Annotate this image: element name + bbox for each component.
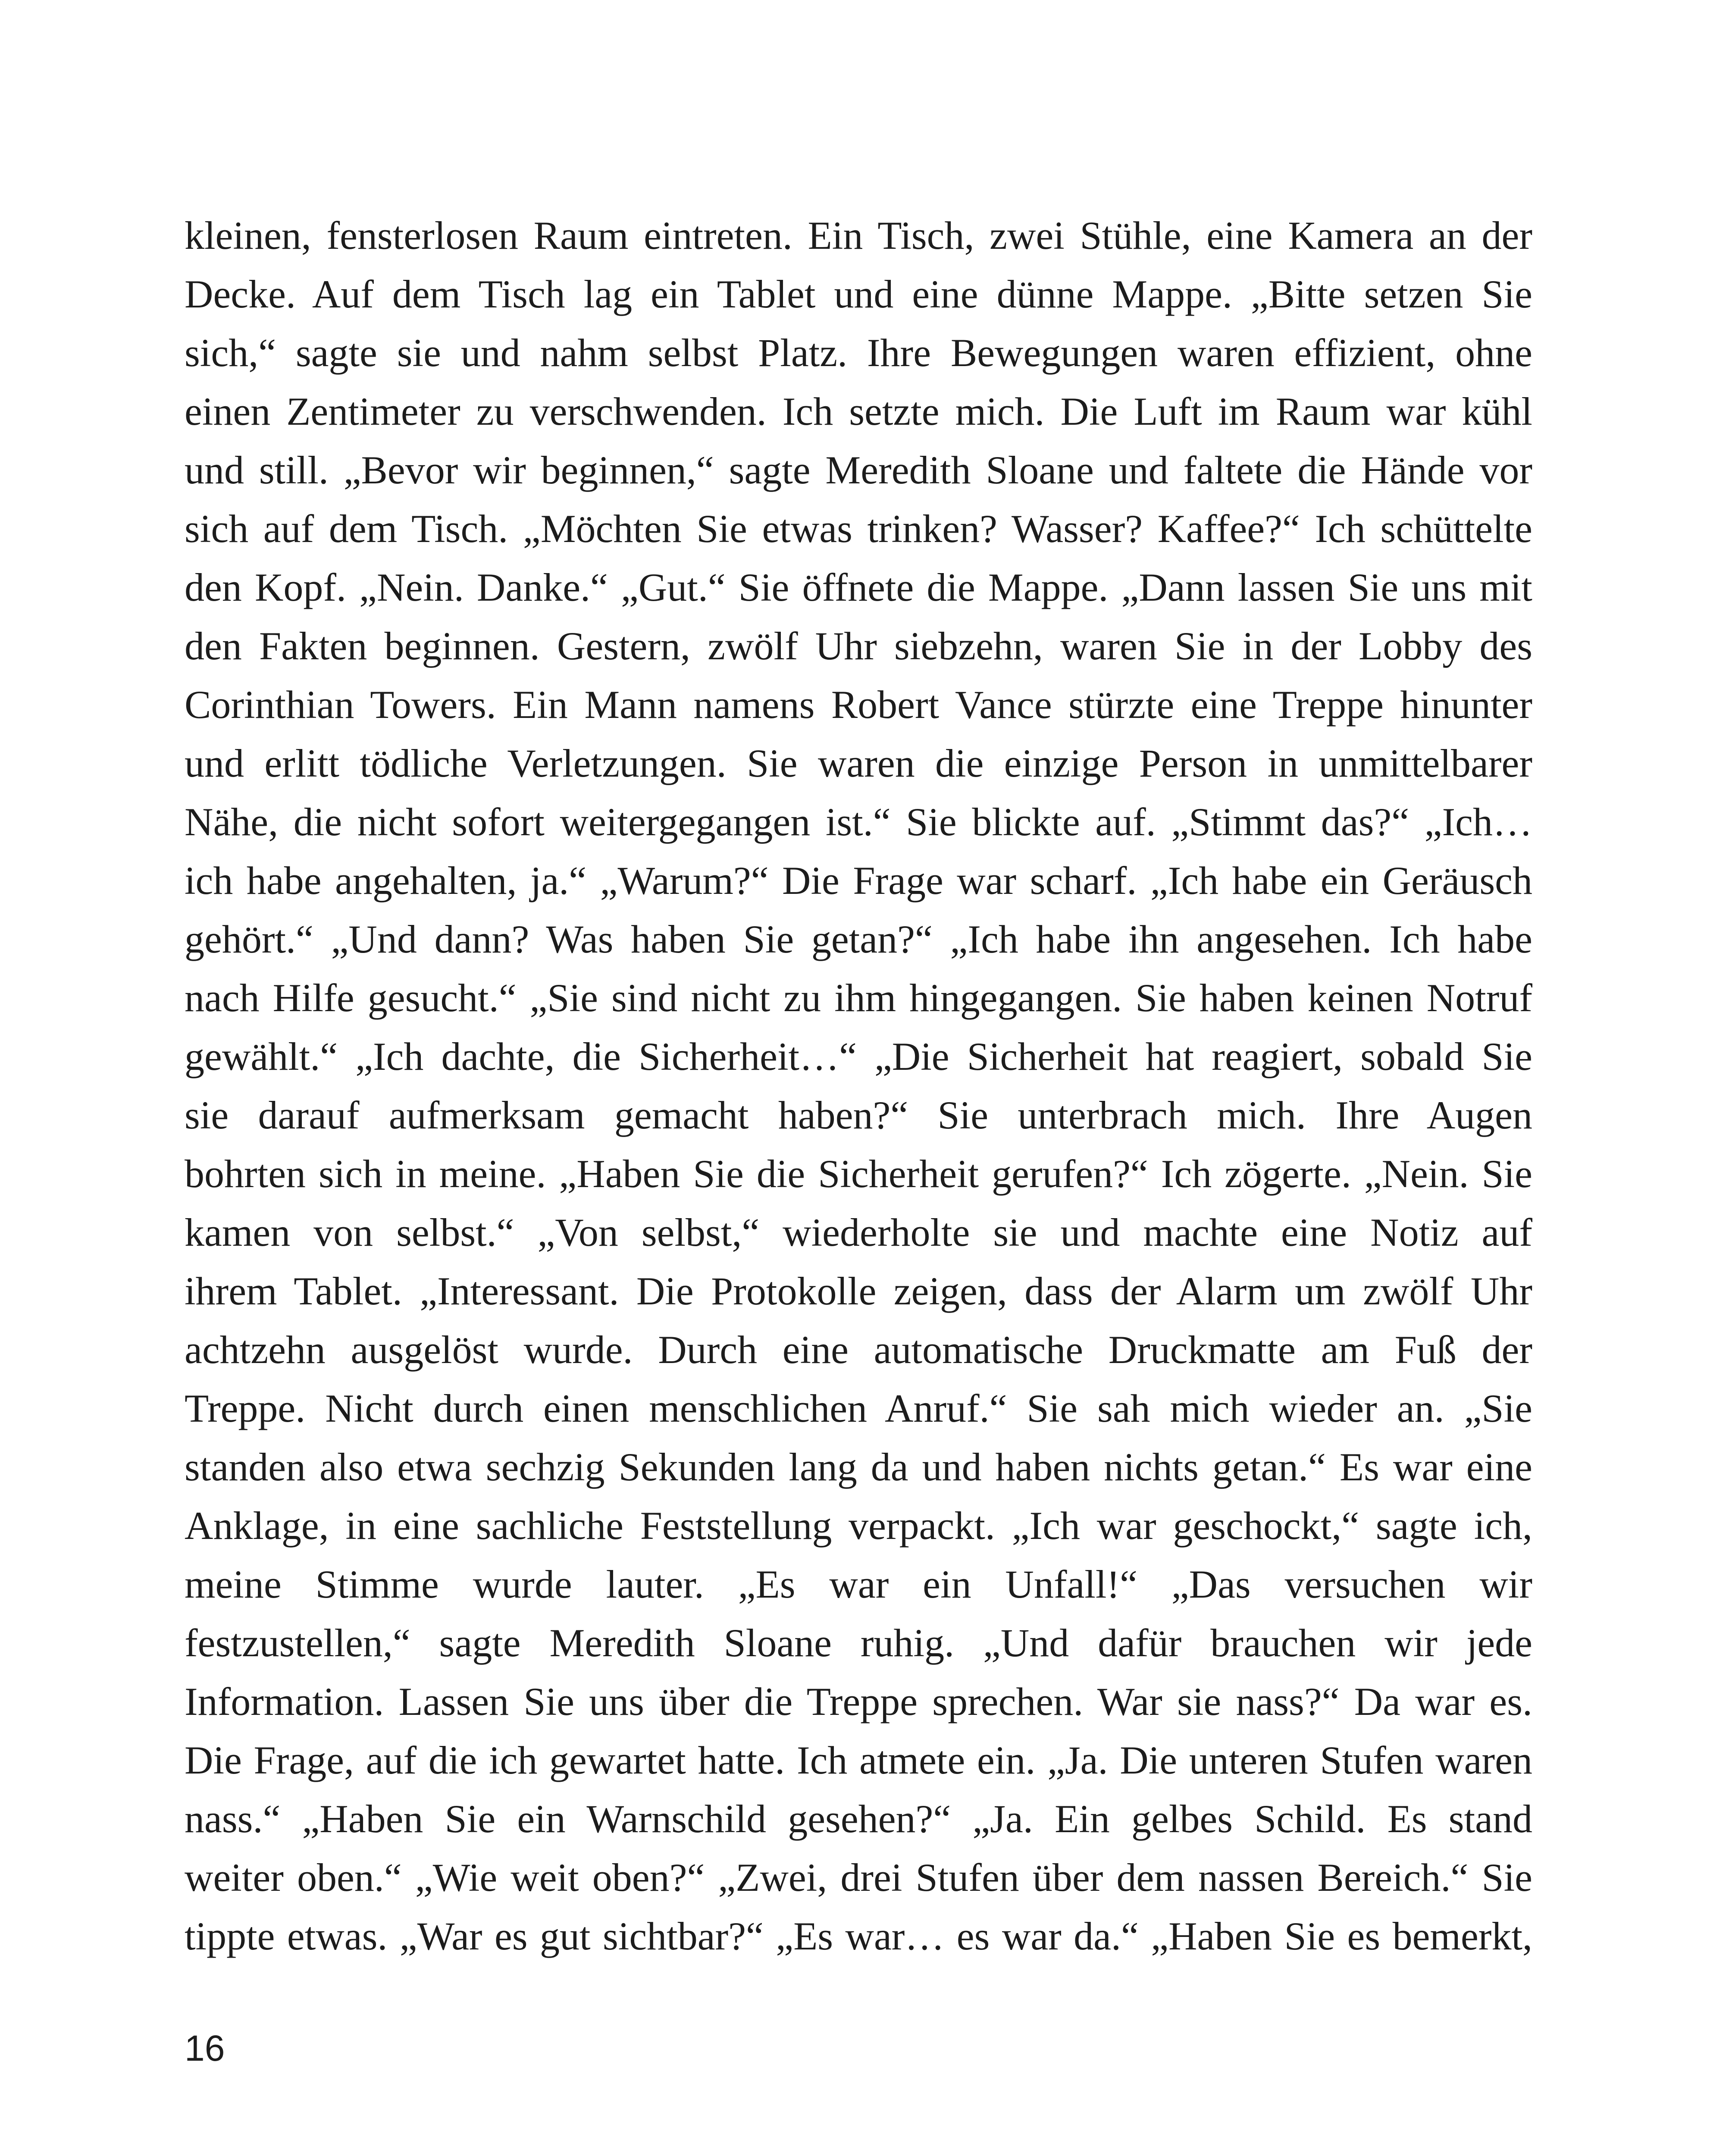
text-line: Decke. Auf dem Tisch lag ein Tablet und eine dünne Mappe. „Bitte setzen Sie	[185, 272, 1532, 316]
text-line: den Fakten beginnen. Gestern, zwölf Uhr siebzehn, waren Sie in der Lobby des	[185, 624, 1532, 668]
text-line: den Kopf. „Nein. Danke.“ „Gut.“ Sie öffnete die Mappe. „Dann lassen Sie uns mit	[185, 565, 1532, 609]
text-line: Nähe, die nicht sofort weitergegangen ist.“ Sie blickte auf. „Stimmt das?“ „Ich…	[185, 800, 1532, 844]
text-line: Information. Lassen Sie uns über die Treppe sprechen. War sie nass?“ Da war es.	[185, 1680, 1532, 1724]
text-line: tippte etwas. „War es gut sichtbar?“ „Es war… es war da.“ „Haben Sie es bemerkt,	[185, 1914, 1532, 1958]
text-line: und still. „Bevor wir beginnen,“ sagte Meredith Sloane und faltete die Hände vor	[185, 448, 1532, 492]
text-line: Corinthian Towers. Ein Mann namens Robert Vance stürzte eine Treppe hinunter	[185, 683, 1532, 727]
text-line: ich habe angehalten, ja.“ „Warum?“ Die Frage war scharf. „Ich habe ein Geräusch	[185, 859, 1532, 903]
text-line: und erlitt tödliche Verletzungen. Sie waren die einzige Person in unmittelbarer	[185, 741, 1532, 785]
text-line: kamen von selbst.“ „Von selbst,“ wiederholte sie und machte eine Notiz auf	[185, 1210, 1532, 1254]
text-line: meine Stimme wurde lauter. „Es war ein Unfall!“ „Das versuchen wir	[185, 1562, 1532, 1606]
text-line: sie darauf aufmerksam gemacht haben?“ Sie unterbrach mich. Ihre Augen	[185, 1093, 1532, 1137]
text-line: nass.“ „Haben Sie ein Warnschild gesehen?“ „Ja. Ein gelbes Schild. Es stand	[185, 1797, 1532, 1841]
text-line: gewählt.“ „Ich dachte, die Sicherheit…“ „Die Sicherheit hat reagiert, sobald Sie	[185, 1034, 1532, 1078]
text-line: kleinen, fensterlosen Raum eintreten. Ein Tisch, zwei Stühle, eine Kamera an der	[185, 213, 1532, 257]
text-line: Die Frage, auf die ich gewartet hatte. Ich atmete ein. „Ja. Die unteren Stufen waren	[185, 1738, 1532, 1782]
page-number: 16	[185, 2028, 225, 2068]
text-line: Anklage, in eine sachliche Feststellung verpackt. „Ich war geschockt,“ sagte ich,	[185, 1504, 1532, 1548]
body-text	[185, 206, 1532, 1965]
text-line: gehört.“ „Und dann? Was haben Sie getan?“ „Ich habe ihn angesehen. Ich habe	[185, 917, 1532, 961]
text-line: einen Zentimeter zu verschwenden. Ich setzte mich. Die Luft im Raum war kühl	[185, 389, 1532, 433]
text-line: festzustellen,“ sagte Meredith Sloane ruhig. „Und dafür brauchen wir jede	[185, 1621, 1532, 1665]
text-line: Treppe. Nicht durch einen menschlichen Anruf.“ Sie sah mich wieder an. „Sie	[185, 1386, 1532, 1430]
text-line: bohrten sich in meine. „Haben Sie die Sicherheit gerufen?“ Ich zögerte. „Nein. Sie	[185, 1152, 1532, 1196]
text-line: nach Hilfe gesucht.“ „Sie sind nicht zu ihm hingegangen. Sie haben keinen Notruf	[185, 976, 1532, 1020]
text-line: standen also etwa sechzig Sekunden lang da und haben nichts getan.“ Es war eine	[185, 1445, 1532, 1489]
text-line: achtzehn ausgelöst wurde. Durch eine automatische Druckmatte am Fuß der	[185, 1328, 1532, 1372]
text-line: ihrem Tablet. „Interessant. Die Protokolle zeigen, dass der Alarm um zwölf Uhr	[185, 1269, 1532, 1313]
text-line: sich,“ sagte sie und nahm selbst Platz. Ihre Bewegungen waren effizient, ohne	[185, 331, 1532, 375]
text-line: sich auf dem Tisch. „Möchten Sie etwas trinken? Wasser? Kaffee?“ Ich schüttelte	[185, 507, 1532, 551]
text-line: weiter oben.“ „Wie weit oben?“ „Zwei, drei Stufen über dem nassen Bereich.“ Sie	[185, 1855, 1532, 1899]
